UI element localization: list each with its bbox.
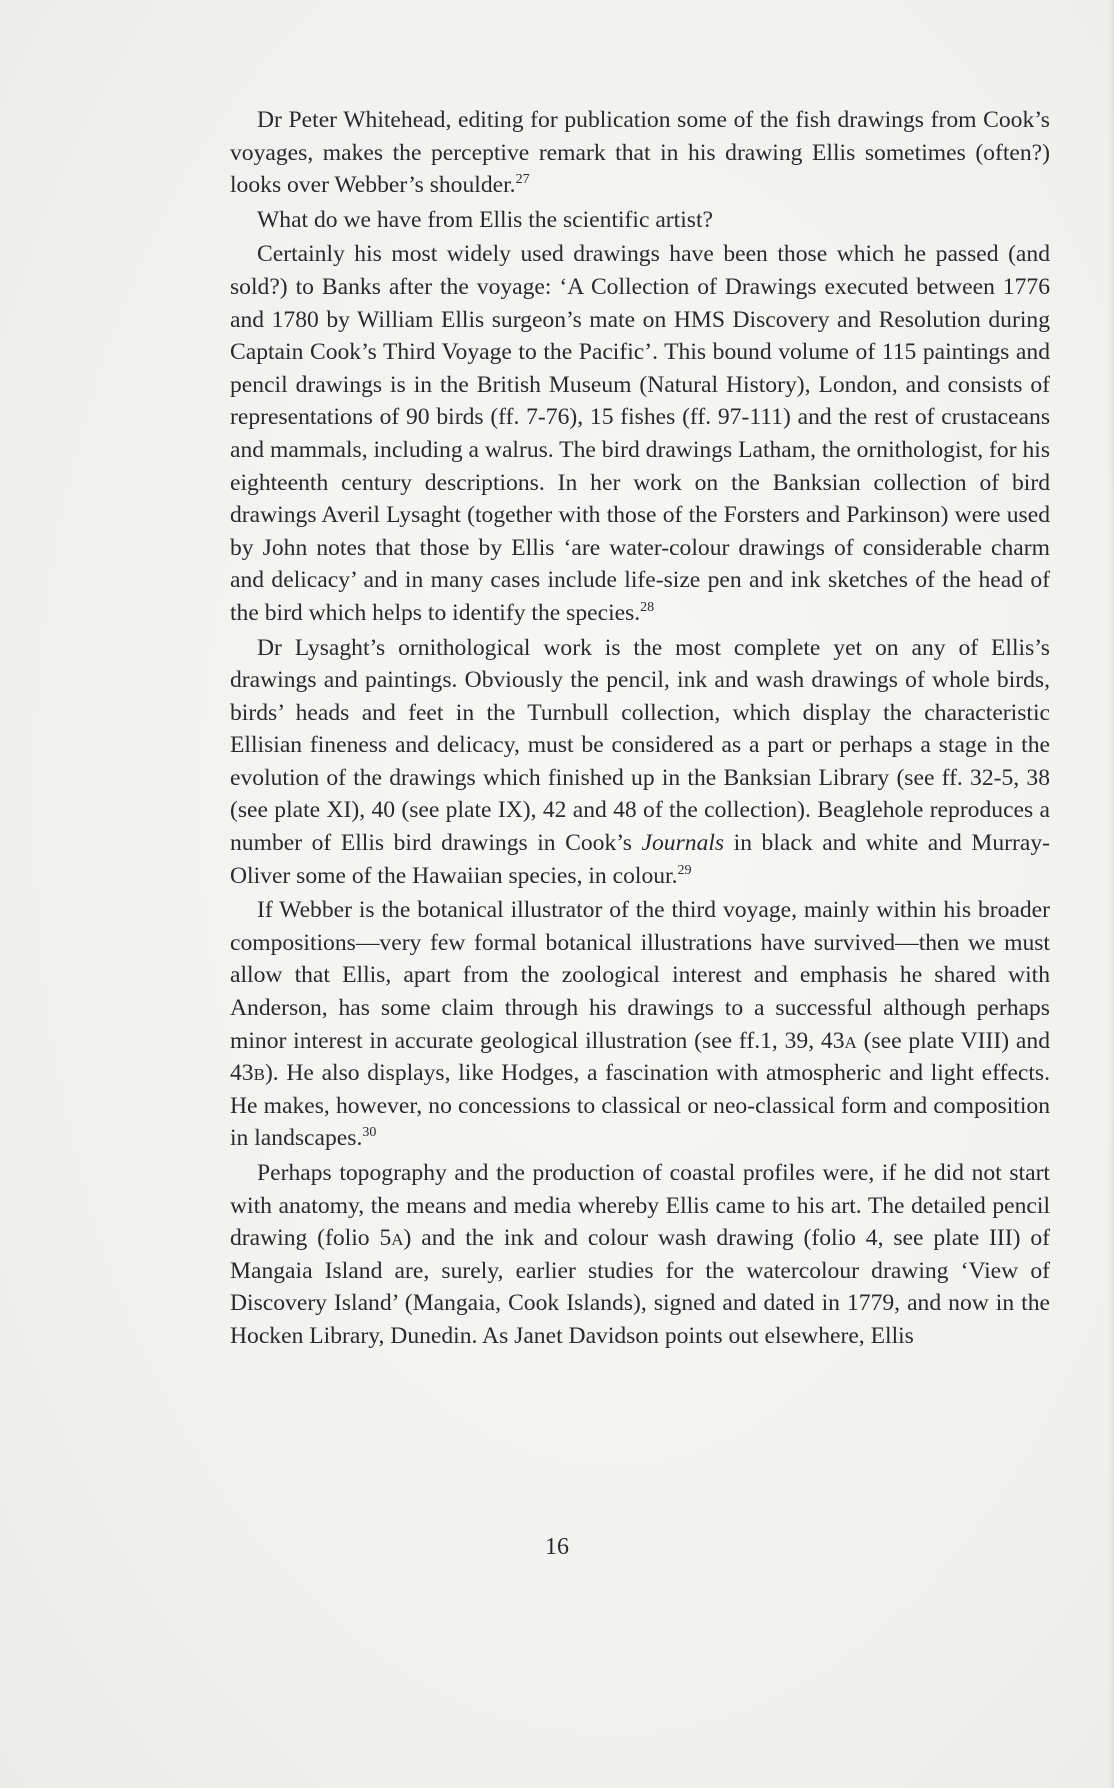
text-run: in black and white and Murray-Oliver some of the Hawaiian species, in colour. bbox=[230, 830, 1050, 889]
paragraph-banks-collection bbox=[230, 238, 1050, 629]
folio-suffix: a bbox=[391, 1225, 404, 1252]
paragraph-whitehead bbox=[230, 104, 1050, 202]
text-run: What do we have from Ellis the scientific artist? bbox=[257, 206, 713, 233]
paragraph-lysaght bbox=[230, 632, 1050, 893]
footnote-reference: 28 bbox=[640, 600, 655, 616]
text-run: ) and the ink and colour wash drawing (folio 4, see plate III) of Mangaia Island are, surely, earlier studies for the watercolour drawing ‘View of Discovery Island’ (Mangaia, Cook Islands), signed and dated in 1779, and now in the Hocken Library, Dunedin. As Janet Davidson points out elsewhere, Ellis bbox=[230, 1225, 1051, 1349]
text-run: ). He also displays, like Hodges, a fascination with atmospheric and light effects. He makes, however, no concessions to classical or neo-classical form and composition in landscapes. bbox=[230, 1060, 1050, 1152]
body-text bbox=[230, 104, 1050, 1355]
text-run: Perhaps topography and the production of coastal profiles were, if he did not start with anatomy, the means and media whereby Ellis came to his art. The detailed pencil drawing (folio 5 bbox=[230, 1160, 1050, 1252]
text-run: If Webber is the botanical illustrator of the third voyage, mainly within his broader compositions—very few formal botanical illustrations have survived—then we must allow that Ellis, apart from the zoological interest and emphasis he shared with Anderson, has some claim through his drawings to a successful although perhaps minor interest in accurate geological illustration (see ff.1, 39, 43 bbox=[230, 897, 1050, 1054]
text-run: Dr Peter Whitehead, editing for publication some of the fish drawings from Cook’s voyages, makes the perceptive remark that in his drawing Ellis sometimes (often?) looks over Webber’s shoulder. bbox=[230, 107, 1050, 199]
paragraph-webber-botanical bbox=[230, 894, 1050, 1155]
folio-suffix: b bbox=[253, 1060, 265, 1087]
footnote-reference: 27 bbox=[515, 172, 530, 188]
italic-title: Journals bbox=[641, 830, 725, 857]
folio-suffix: a bbox=[844, 1027, 857, 1054]
scan-edge-shadow bbox=[1108, 0, 1114, 1788]
footnote-reference: 29 bbox=[677, 862, 692, 878]
footnote-reference: 30 bbox=[362, 1125, 377, 1141]
text-run: (see plate VIII) and 43 bbox=[230, 1027, 1050, 1087]
text-run: Dr Lysaght’s ornithological work is the most complete yet on any of Ellis’s drawings and paintings. Obviously the pencil, ink and wash drawings of whole birds, birds’ heads and feet in the Turnbull collection, which display the characteristic Ellisian fineness and delicacy, must be considered as a part or perhaps a stage in the evolution of the drawings which finished up in the Banksian Library (see ff. 32-5, 38 (see plate XI), 40 (see plate IX), 42 and 48 of the collection). Beaglehole reproduces a number of Ellis bird drawings in Cook’s bbox=[230, 634, 1050, 857]
page-number: 16 bbox=[545, 1534, 569, 1560]
paragraph-question bbox=[230, 204, 1050, 237]
paragraph-topography bbox=[230, 1157, 1050, 1353]
text-run: Certainly his most widely used drawings have been those which he passed (and sold?) to Banks after the voyage: ‘A Collection of Drawings executed between 1776 and 1780 by William Ellis surgeon’s mate on HMS Discovery and Resolution during Captain Cook’s Third Voyage to the Pacific’. This bound volume of 115 paintings and pencil drawings is in the British Museum (Natural History), London, and consists of representations of 90 birds (ff. 7-76), 15 fishes (ff. 97-111) and the rest of crustaceans and mammals, including a walrus. The bird drawings Latham, the ornithologist, for his eighteenth century descriptions. In her work on the Banksian collection of bird drawings Averil Lysaght (together with those of the Forsters and Parkinson) were used by John notes that those by Ellis ‘are water-colour drawings of considerable charm and delicacy’ and in many cases include life-size pen and ink sketches of the head of the bird which helps to identify the species. bbox=[230, 241, 1050, 626]
